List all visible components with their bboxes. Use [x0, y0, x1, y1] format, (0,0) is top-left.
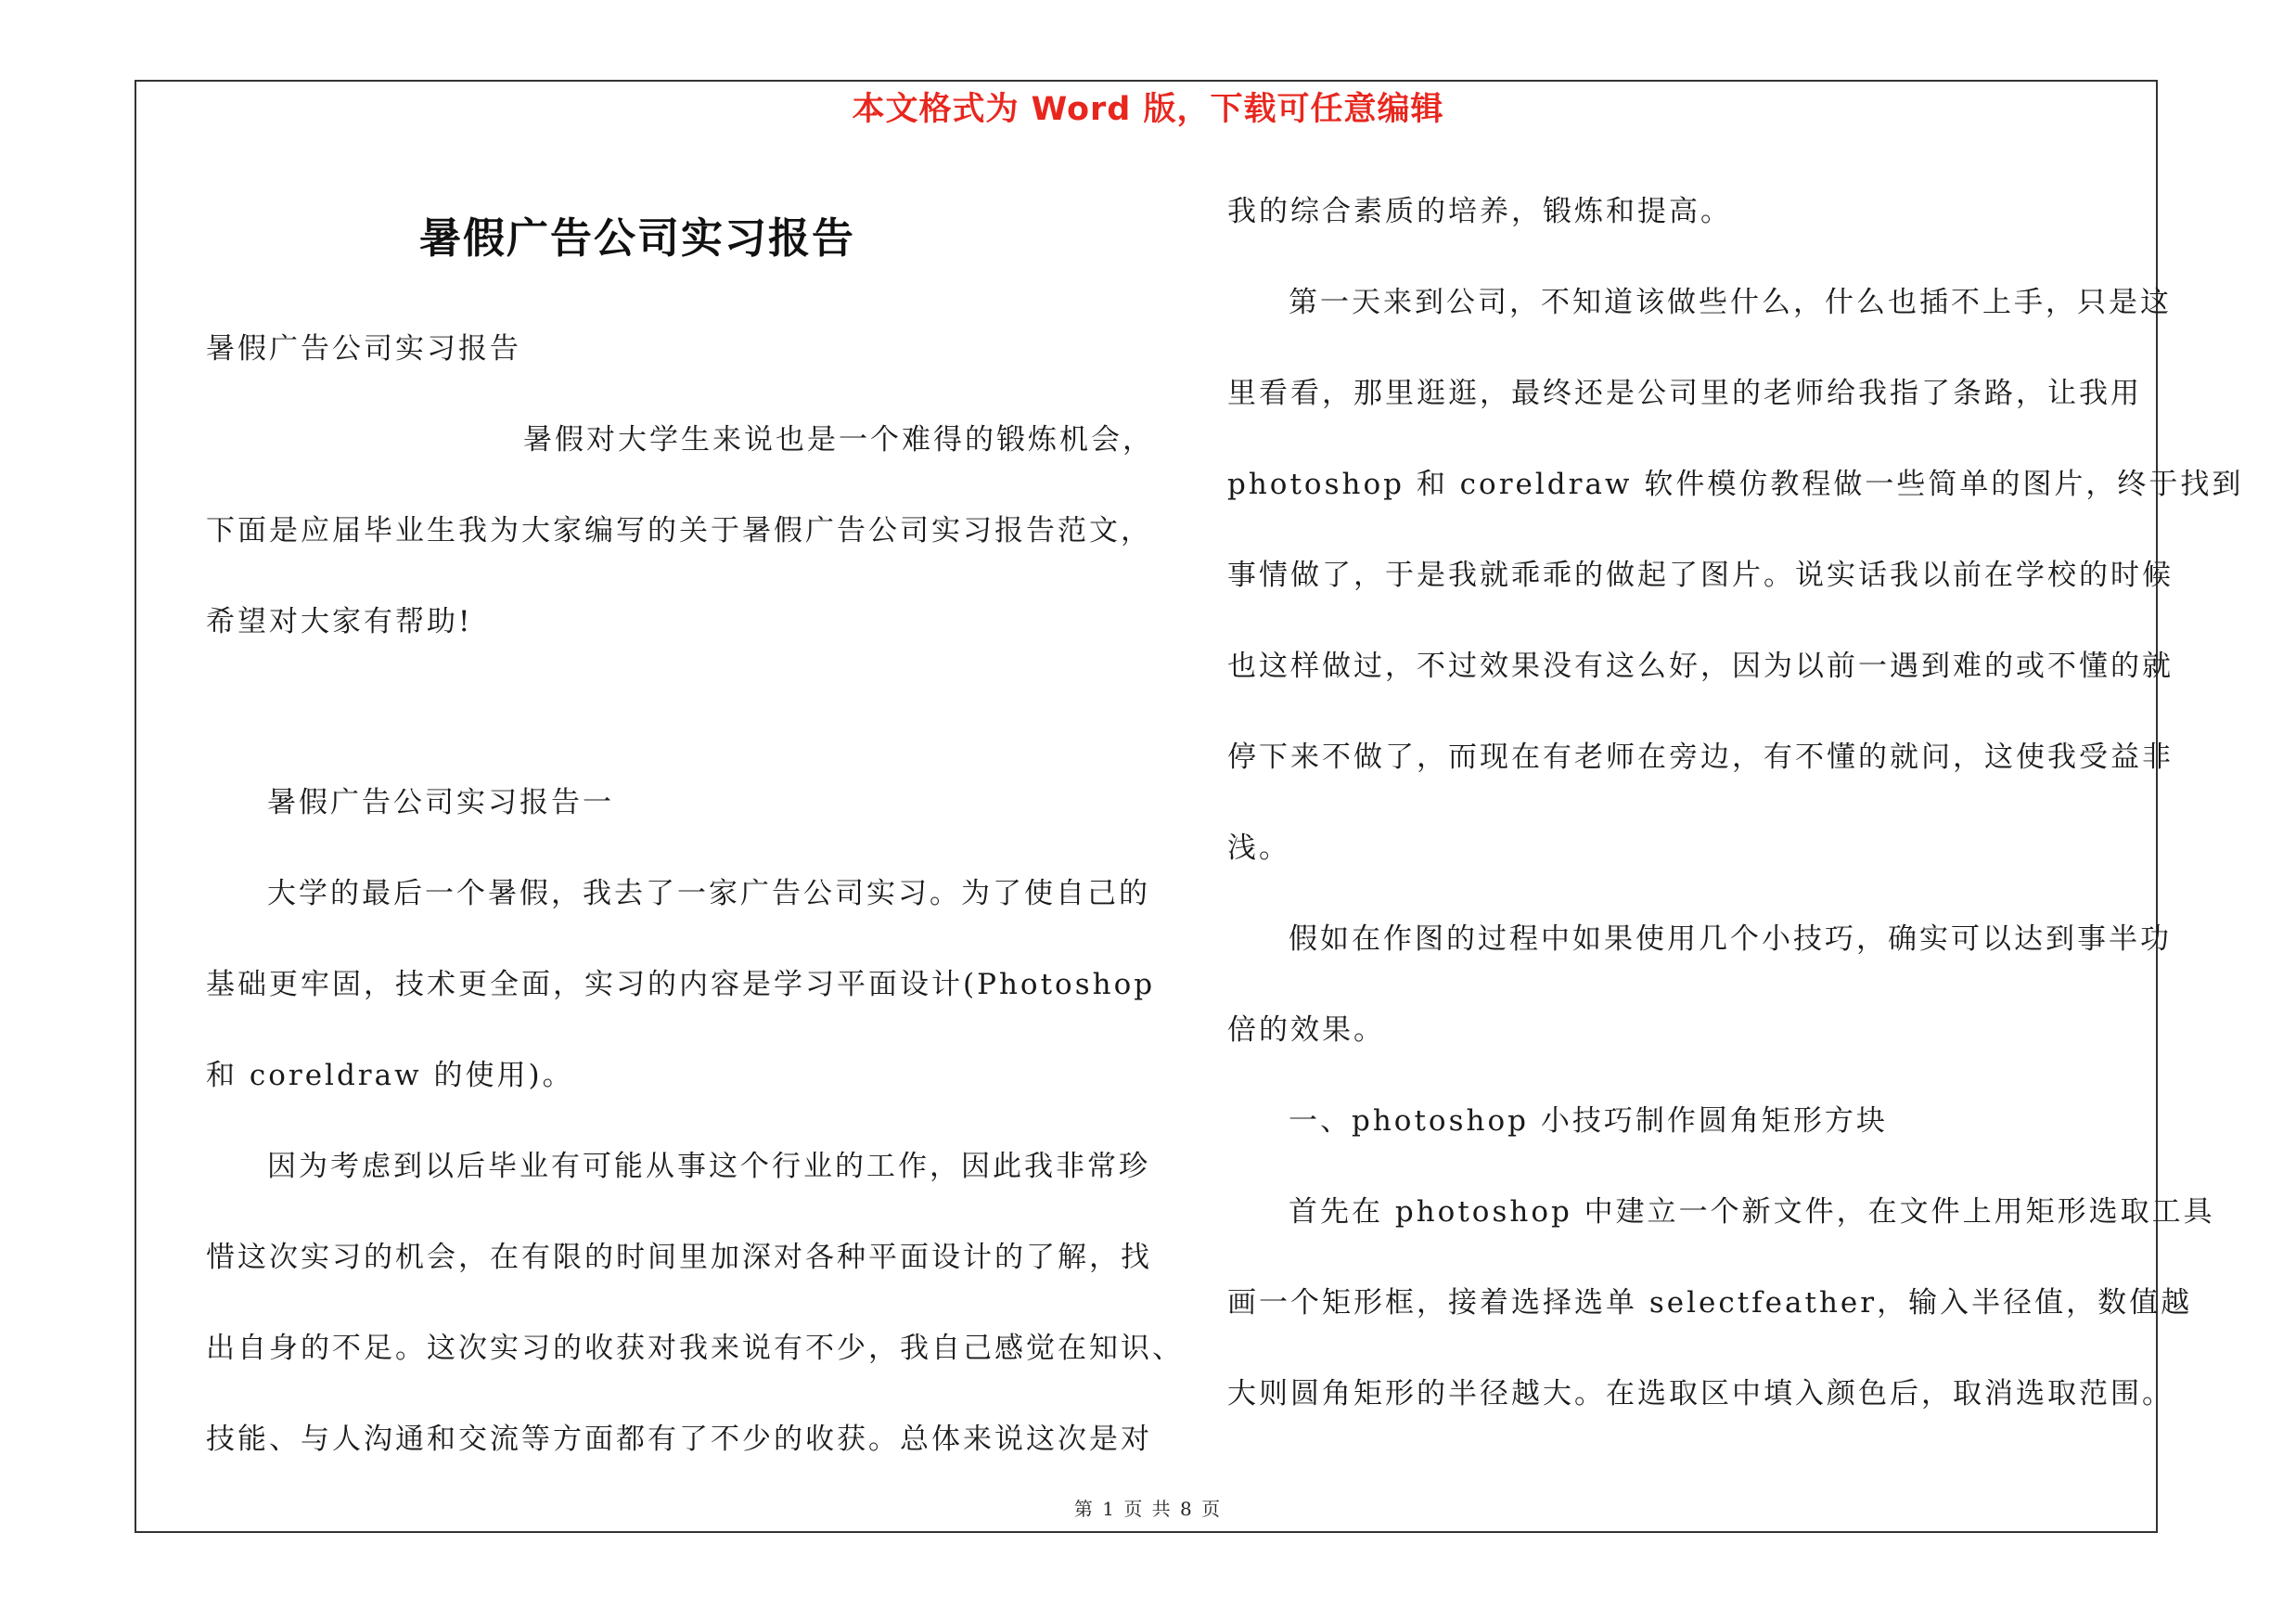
- paragraph-line: 第一天来到公司，不知道该做些什么，什么也插不上手，只是这: [1289, 286, 2172, 319]
- paragraph-line: 事情做了，于是我就乖乖的做起了图片。说实话我以前在学校的时候: [1227, 559, 2174, 592]
- paragraph-line: 惜这次实习的机会，在有限的时间里加深对各种平面设计的了解，找: [206, 1241, 1152, 1274]
- paragraph-line: 下面是应届毕业生我为大家编写的关于暑假广告公司实习报告范文，: [206, 514, 1152, 547]
- paragraph-line: 大则圆角矩形的半径越大。在选取区中填入颜色后，取消选取范围。: [1227, 1377, 2174, 1410]
- paragraph-line: 画一个矩形框，接着选择选单 selectfeather，输入半径值，数值越: [1227, 1286, 2193, 1320]
- paragraph-line: 停下来不做了，而现在有老师在旁边，有不懂的就问，这使我受益非: [1227, 741, 2174, 774]
- paragraph-line: 和 coreldraw 的使用)。: [206, 1059, 574, 1092]
- paragraph-line: 假如在作图的过程中如果使用几个小技巧，确实可以达到事半功: [1289, 922, 2172, 956]
- paragraph-line: 暑假广告公司实习报告: [206, 332, 521, 366]
- paragraph-line: photoshop 和 coreldraw 软件模仿教程做一些简单的图片，终于找到: [1227, 468, 2244, 501]
- word-format-banner: 本文格式为 Word 版，下载可任意编辑: [852, 91, 1444, 128]
- section-heading: 暑假广告公司实习报告一: [267, 786, 614, 819]
- paragraph-line: 浅。: [1227, 831, 1290, 865]
- paragraph-line: 里看看，那里逛逛，最终还是公司里的老师给我指了条路，让我用: [1227, 377, 2142, 410]
- paragraph-line: 也这样做过，不过效果没有这么好，因为以前一遇到难的或不懂的就: [1227, 650, 2174, 683]
- paragraph-line: 首先在 photoshop 中建立一个新文件，在文件上用矩形选取工具: [1289, 1195, 2215, 1229]
- paragraph-line: 因为考虑到以后毕业有可能从事这个行业的工作，因此我非常珍: [267, 1150, 1150, 1183]
- document-title: 暑假广告公司实习报告: [419, 213, 856, 263]
- section-heading: 一、photoshop 小技巧制作圆角矩形方块: [1289, 1104, 1888, 1138]
- paragraph-line: 技能、与人沟通和交流等方面都有了不少的收获。总体来说这次是对: [206, 1423, 1152, 1456]
- paragraph-line: 暑假对大学生来说也是一个难得的锻炼机会，: [523, 423, 1154, 457]
- paragraph-line: 出自身的不足。这次实习的收获对我来说有不少，我自己感觉在知识、: [206, 1332, 1184, 1365]
- paragraph-line: 我的综合素质的培养，锻炼和提高。: [1227, 195, 1732, 228]
- paragraph-line: 基础更牢固，技术更全面，实习的内容是学习平面设计(Photoshop: [206, 968, 1156, 1001]
- paragraph-line: 希望对大家有帮助!: [206, 605, 473, 638]
- page-number-footer: 第 1 页 共 8 页: [1073, 1498, 1223, 1520]
- paragraph-line: 大学的最后一个暑假，我去了一家广告公司实习。为了使自己的: [267, 877, 1150, 910]
- paragraph-line: 倍的效果。: [1227, 1013, 1385, 1047]
